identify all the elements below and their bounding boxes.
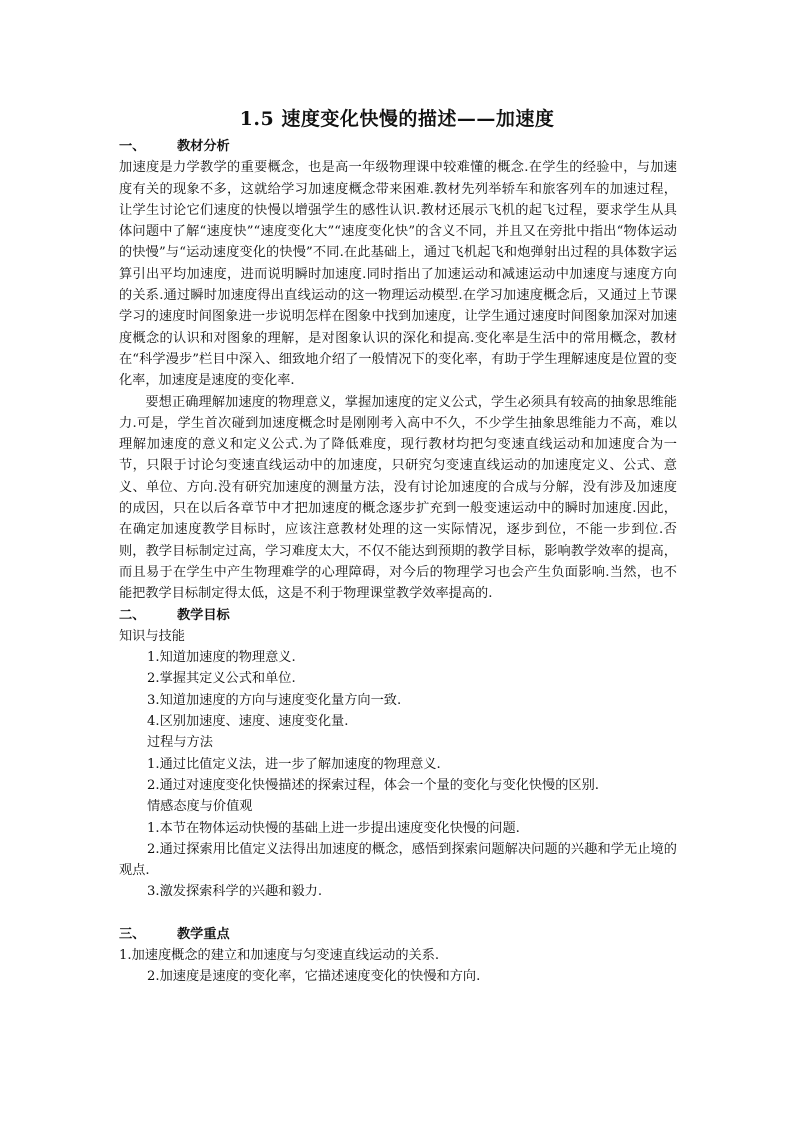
- section-number: 三、: [119, 926, 146, 942]
- list-item: 2.加速度是速度的变化率，它描述速度变化的快慢和方向.: [147, 969, 481, 985]
- section-number: 二、: [119, 607, 146, 623]
- section-heading-2: [119, 605, 677, 626]
- section-number: 一、: [119, 139, 146, 154]
- list-item: 2.通过探索用比值定义法得出加速度的概念，感悟到探索问题解决问题的兴趣和学无止境的观点.: [119, 841, 677, 879]
- list-item: 4.区别加速度、速度、速度变化量.: [147, 714, 349, 730]
- list-item: 3.知道加速度的方向与速度变化量方向一致.: [147, 692, 402, 708]
- list-item: 3.激发探索科学的兴趣和毅力.: [147, 884, 323, 900]
- paragraph: 要想正确理解加速度的物理意义，掌握加速度的定义公式，学生必须具有较高的抽象思维能力.可是，学生首次碰到加速度概念时是刚刚考入高中不久，不少学生抽象思维能力不高，难以理解加速度的意义和定义公式.为了降低难度，现行教材均把匀变速直线运动和加速度合为一节，只限于讨论匀变速直线运动中的加速度，只研究匀变速直线运动的加速度定义、公式、意义、单位、方向.没有研究加速度的测量方法，没有讨论加速度的合成与分解，没有涉及加速度的成因，只在以后各章节中才把加速度的概念逐步扩充到一般变速运动中的瞬时加速度.因此，在确定加速度教学目标时，应该注意教材处理的这一实际情况，逐步到位，不能一步到位.否则，教学目标制定过高，学习难度太大，不仅不能达到预期的教学目标，影响教学效率的提高，而且易于在学生中产生物理难学的心理障碍，对今后的物理学习也会产生负面影响.当然，也不能把教学目标制定得太低，这是不利于物理课堂教学效率提高的.: [119, 394, 677, 602]
- list-item: 1.加速度概念的建立和加速度与匀变速直线运动的关系.: [119, 947, 440, 963]
- section-label: 教学目标: [177, 607, 230, 623]
- spacer: [119, 903, 677, 924]
- document-body: [119, 136, 677, 988]
- list-item: 2.通过对速度变化快慢描述的探索过程，体会一个量的变化与变化快慢的区别.: [147, 777, 599, 793]
- list-item: 1.知道加速度的物理意义.: [147, 650, 296, 666]
- subsection-title: 知识与技能: [119, 628, 185, 644]
- list-item: 2.掌握其定义公式和单位.: [147, 671, 296, 687]
- page-title: 1.5 速度变化快慢的描述——加速度: [239, 108, 555, 130]
- list-item: 1.本节在物体运动快慢的基础上进一步提出速度变化快慢的问题.: [147, 820, 520, 836]
- subsection-title: 情感态度与价值观: [147, 799, 253, 815]
- section-label: 教材分析: [177, 139, 230, 154]
- paragraph: 加速度是力学教学的重要概念，也是高一年级物理课中较难懂的概念.在学生的经验中，与加速度有关的现象不多，这就给学习加速度概念带来困难.教材先列举轿车和旅客列车的加速过程，让学生讨论它们速度的快慢以增强学生的感性认识.教材还展示飞机的起飞过程，要求学生从具体问题中了解“速度快”“速度变化大”“速度变化快”的含义不同，并且又在旁批中指出“物体运动的快慢”与“运动速度变化的快慢”不同.在此基础上，通过飞机起飞和炮弹射出过程的具体数字运算引出平均加速度，进而说明瞬时加速度.同时指出了加速运动和减速运动中加速度与速度方向的关系.通过瞬时加速度得出直线运动的这一物理运动模型.在学习加速度概念后，又通过上节课学习的速度时间图象进一步说明怎样在图象中找到加速度，让学生通过速度时间图象加深对加速度概念的认识和对图象的理解，是对图象认识的深化和提高.变化率是生活中的常用概念，教材在“科学漫步”栏目中深入、细致地介绍了一般情况下的变化率，有助于学生理解速度是位置的变化率，加速度是速度的变化率.: [119, 160, 677, 389]
- subsection-title: 过程与方法: [147, 735, 213, 751]
- section-label: 教学重点: [177, 926, 230, 942]
- list-item: 1.通过比值定义法，进一步了解加速度的物理意义.: [147, 756, 441, 772]
- section-heading-1: [119, 136, 677, 157]
- section-heading-3: [119, 924, 677, 945]
